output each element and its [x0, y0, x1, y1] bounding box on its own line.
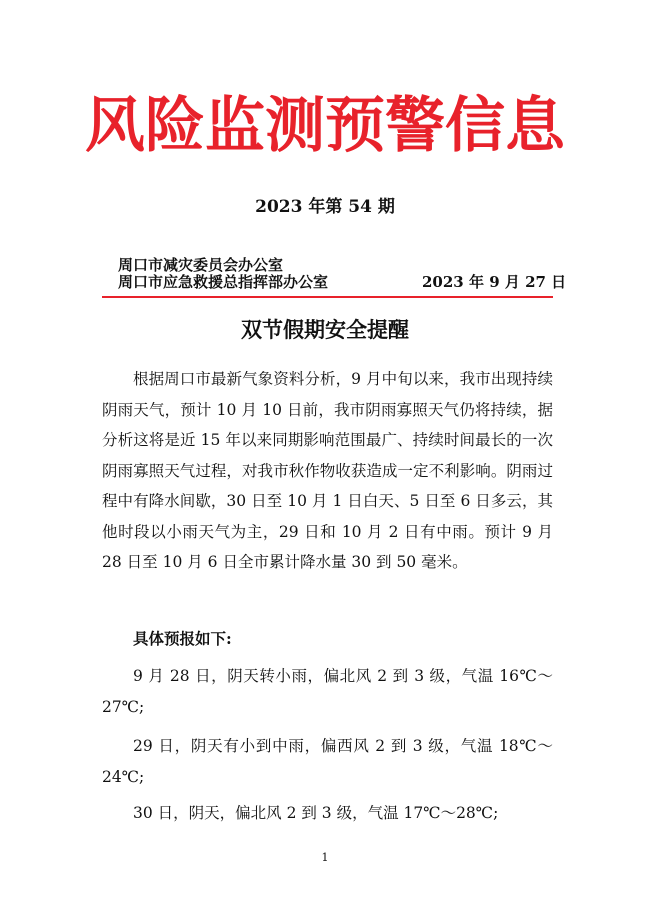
forecast-heading: 具体预报如下:	[133, 629, 232, 648]
forecast-item: 29 日，阴天有小到中雨，偏西风 2 到 3 级，气温 18℃～24℃;	[102, 737, 553, 786]
issue-number: 2023 年第 54 期	[255, 197, 395, 217]
issue-date: 2023 年 9 月 27 日	[422, 273, 567, 291]
body-paragraph: 根据周口市最新气象资料分析，9 月中旬以来，我市出现持续阴雨天气，预计 10 月 10 日前，我市阴雨寡照天气仍将持续，据分析这将是近 15 年以来同期影响范围最广、持续时间最长的一次阴雨寡照天气过程，对我市秋作物收获造成一定不利影响。阴雨过程中有降水间歇，30 日至 10 月 1 日白天、5 日至 6 日多云，其他时段以小雨天气为主，29 日和 10 月 2 日有中雨。预计 9 月 28 日至 10 月 6 日全市累计降水量 30 到 50 毫米。	[102, 370, 553, 571]
page-number: 1	[321, 851, 329, 864]
issuer-line: 周口市应急救援总指挥部办公室	[118, 273, 329, 291]
masthead-title: 风险监测预警信息	[85, 91, 565, 161]
red-divider	[102, 296, 553, 298]
document-title: 双节假期安全提醒	[241, 317, 409, 342]
issuer-line: 周口市减灾委员会办公室	[118, 256, 284, 274]
forecast-item: 30 日，阴天，偏北风 2 到 3 级，气温 17℃～28℃;	[133, 804, 499, 822]
forecast-item: 9 月 28 日，阴天转小雨，偏北风 2 到 3 级，气温 16℃～27℃;	[102, 667, 553, 716]
